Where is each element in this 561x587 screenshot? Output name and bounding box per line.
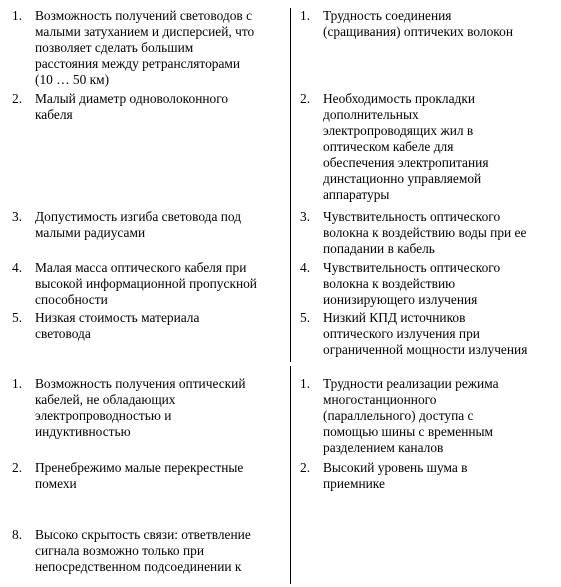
item-text: Необходимость прокладки дополнительных электропроводящих жил в оптическом кабеле для обеспечения электропитания динстационно управляемой аппаратуры: [323, 91, 489, 202]
item-number: 1.: [300, 8, 311, 23]
item-text: Пренебрежимо малые перекрестные помехи: [35, 460, 244, 491]
item-number: 4.: [12, 260, 23, 275]
item-number: 2.: [12, 460, 23, 475]
item-text: Малая масса оптического кабеля при высокой информационной пропускной способности: [35, 260, 257, 307]
item-number: 1.: [300, 376, 311, 391]
divider-lower: [290, 366, 291, 584]
item-number: 4.: [300, 260, 311, 275]
item-text: Высоко скрытость связи: ответвление сигнала возможно только при непосредственном подсоединении к: [35, 527, 251, 574]
item-number: 2.: [300, 460, 311, 475]
item-text: Допустимость изгиба световода под малыми радиусами: [35, 209, 242, 240]
item-number: 3.: [12, 209, 23, 224]
item-number: 1.: [12, 8, 23, 23]
item-text: Низкий КПД источников оптического излучения при ограниченной мощности излучения: [323, 310, 528, 357]
item-number: 8.: [12, 527, 23, 542]
item-text: Трудности реализации режима многостанционного (параллельного) доступа с помощью шины с временным разделением каналов: [323, 376, 499, 455]
item-text: Высокий уровень шума в приемнике: [323, 460, 468, 491]
item-number: 5.: [300, 310, 311, 325]
item-text: Чувствительность оптического волокна к воздействию воды при ее попадании в кабель: [323, 209, 527, 256]
item-number: 3.: [300, 209, 311, 224]
item-number: 2.: [300, 91, 311, 106]
divider-upper: [290, 8, 291, 362]
item-text: Трудность соединения (сращивания) оптичеких волокон: [323, 8, 513, 39]
item-text: Низкая стоимость материала световода: [35, 310, 200, 341]
item-text: Возможность получения оптический кабелей, не обладающих электропроводностью и индуктивностью: [35, 376, 246, 439]
item-text: Возможность получений световодов с малыми затуханием и дисперсией, что позволяет сделать большим расстояния между ретрансляторами (10 … 50 км): [35, 8, 255, 87]
item-text: Чувствительность оптического волокна к воздействию ионизирующего излучения: [323, 260, 501, 307]
item-text: Малый диаметр одноволоконного кабеля: [35, 91, 229, 122]
item-number: 2.: [12, 91, 23, 106]
item-number: 1.: [12, 376, 23, 391]
item-number: 5.: [12, 310, 23, 325]
